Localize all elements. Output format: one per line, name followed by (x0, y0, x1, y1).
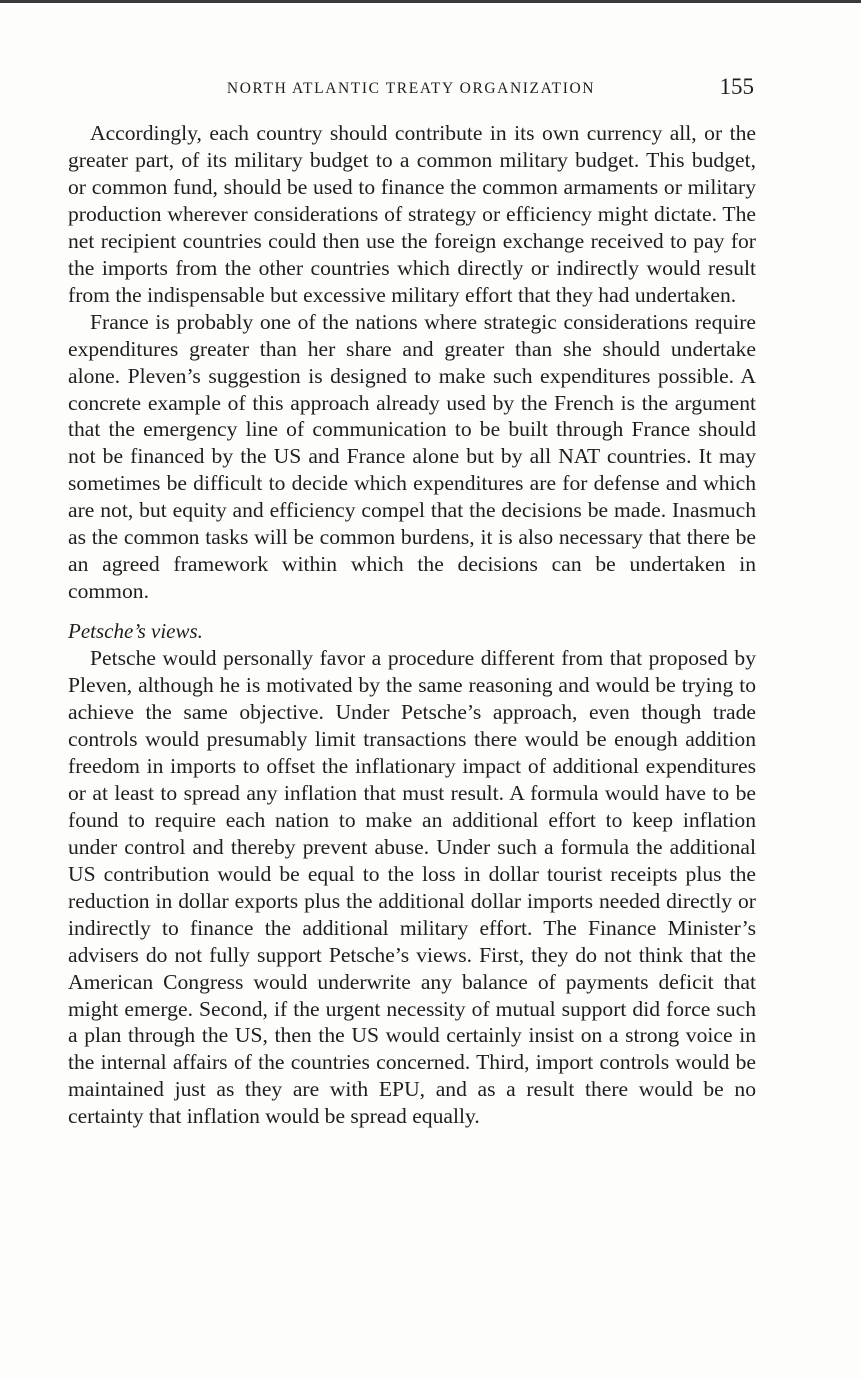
paragraph-common-budget: Accordingly, each country should contribute in its own currency all, or the greater part, of its military budget to a common military budget. This budget, or common fund, should be used to finance the common armaments or military production wherever considerations of strategy or efficiency might dictate. The net recipient countries could then use the foreign exchange received to pay for the imports from the other countries which directly or indirectly would result from the indispensable but excessive military effort that they had undertaken. (68, 121, 756, 307)
section-heading: Petsche’s views. (68, 619, 203, 644)
top-border (0, 0, 861, 3)
running-title: NORTH ATLANTIC TREATY ORGANIZATION (226, 80, 596, 97)
paragraph-petsche-views: Petsche would personally favor a procedure different from that proposed by Pleven, although he is motivated by the same reasoning and would be trying to achieve the same objective. Under Petsche’s approach, even though trade controls would presumably limit transactions there would be enough addition freedom in imports to offset the inflationary impact of additional expenditures or at least to spread any inflation that must result. A formula would have to be found to require each nation to make an additional effort to keep inflation under control and thereby prevent abuse. Under such a formula the additional US contribution would be equal to the loss in dollar tourist receipts plus the reduction in dollar exports plus the additional dollar imports needed directly or indirectly to finance the additional military effort. The Finance Minister’s advisers do not fully support Petsche’s views. First, they do not think that the American Congress would underwrite any balance of payments deficit that might emerge. Second, if the urgent necessity of mutual support did force such a plan through the US, then the US would certainly insist on a strong voice in the internal affairs of the countries concerned. Third, import controls would be maintained just as they are with EPU, and as a result there would be no certainty that inflation would be spread equally. (68, 646, 756, 1129)
body-text (68, 120, 756, 1130)
paragraph-france-strategy: France is probably one of the nations where strategic considerations require expenditures greater than her share and greater than she should undertake alone. Pleven’s suggestion is designed to make such expenditures possible. A concrete example of this approach already used by the French is the argument that the emergency line of communication to be built through France should not be financed by the US and France alone but by all NAT countries. It may sometimes be difficult to decide which expenditures are for defense and which are not, but equity and efficiency compel that the decisions be made. Inasmuch as the common tasks will be common burdens, it is also necessary that there be an agreed framework within which the decisions can be undertaken in common. (68, 309, 756, 604)
running-header (68, 76, 754, 106)
page-number: 155 (719, 74, 754, 99)
